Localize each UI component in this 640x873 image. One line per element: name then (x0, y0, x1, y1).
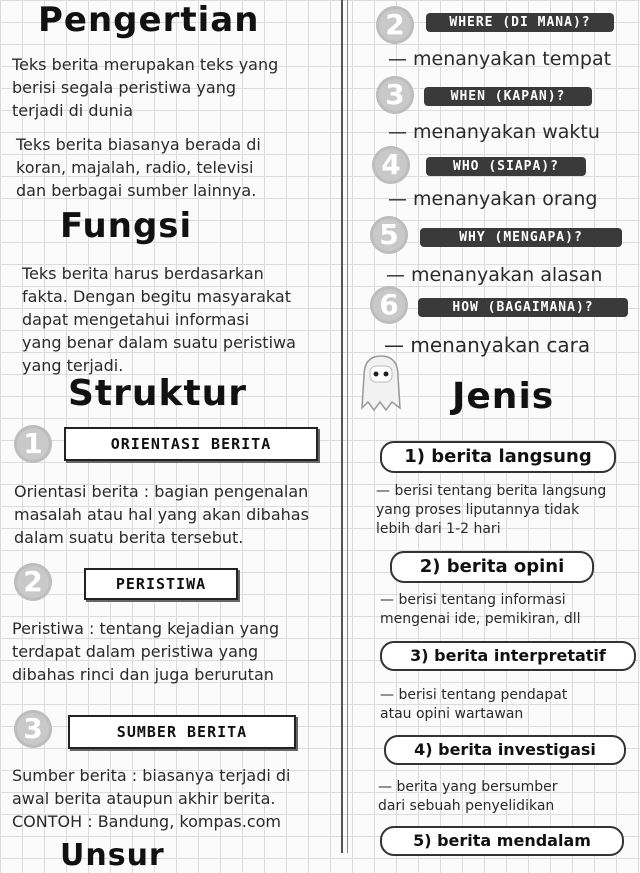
jenis-desc-4: — berita yang bersumber dari sebuah penyelidikan (378, 779, 558, 814)
number-badge-1: 1 (14, 425, 52, 463)
tag-when: WHEN (KAPAN)? (424, 87, 592, 106)
peristiwa-description: Peristiwa : tentang kejadian yang terdapat dalam peristiwa yang dibahas rinci dan juga berurutan (12, 619, 280, 684)
jenis-tag-3: 3) berita interpretatif (380, 641, 636, 671)
jenis-desc-3: — berisi tentang pendapat atau opini wartawan (380, 687, 568, 722)
jenis-tag-4: 4) berita investigasi (384, 735, 626, 765)
heading-fungsi: Fungsi (60, 206, 193, 246)
heading-struktur: Struktur (68, 373, 248, 414)
heading-jenis: Jenis (452, 376, 555, 417)
column-divider-thin (347, 0, 348, 853)
tag-how: HOW (BAGAIMANA)? (418, 298, 628, 317)
where-description: — menanyakan tempat (388, 48, 612, 70)
tag-where: WHERE (DI MANA)? (426, 13, 614, 32)
tag-why: WHY (MENGAPA)? (420, 228, 622, 247)
number-badge-q6: 6 (370, 286, 408, 324)
orientasi-description: Orientasi berita : bagian pengenalan masalah atau hal yang akan dibahas dalam suatu berita tersebut. (14, 482, 309, 547)
number-badge-2: 2 (14, 563, 52, 601)
tag-peristiwa: PERISTIWA (84, 568, 238, 600)
fungsi-paragraph: Teks berita harus berdasarkan fakta. Dengan begitu masyarakat dapat mengetahui informasi yang benar dalam suatu peristiwa yang terjadi. (22, 264, 296, 375)
how-description: — menanyakan cara (384, 333, 591, 357)
tag-orientasi-berita: ORIENTASI BERITA (64, 427, 318, 461)
heading-pengertian: Pengertian (38, 0, 260, 40)
when-description: — menanyakan waktu (388, 121, 600, 143)
why-description: — menanyakan alasan (386, 264, 603, 286)
sumber-berita-description: Sumber berita : biasanya terjadi di awal berita ataupun akhir berita. CONTOH : Bandung, kompas.com (12, 766, 291, 831)
number-badge-3: 3 (14, 710, 52, 748)
number-badge-q3: 3 (376, 76, 414, 114)
pengertian-paragraph-2: Teks berita biasanya berada di koran, majalah, radio, televisi dan berbagai sumber lainnya. (16, 135, 261, 200)
jenis-desc-1: — berisi tentang berita langsung yang proses liputannya tidak lebih dari 1-2 hari (376, 483, 607, 537)
number-badge-q4: 4 (372, 146, 410, 184)
heading-unsur: Unsur (60, 838, 165, 873)
column-divider (341, 0, 343, 853)
jenis-tag-5: 5) berita mendalam (380, 826, 624, 856)
pengertian-paragraph-1: Teks berita merupakan teks yang berisi segala peristiwa yang terjadi di dunia (12, 55, 279, 120)
jenis-tag-1: 1) berita langsung (380, 441, 616, 473)
tag-sumber-berita: SUMBER BERITA (68, 715, 296, 749)
jenis-desc-2: — berisi tentang informasi mengenai ide, pemikiran, dll (380, 592, 581, 627)
who-description: — menanyakan orang (388, 188, 598, 210)
number-badge-q2: 2 (376, 6, 414, 44)
ghost-sticker-icon (356, 352, 406, 414)
jenis-tag-2: 2) berita opini (390, 551, 594, 583)
tag-who: WHO (SIAPA)? (426, 157, 586, 176)
number-badge-q5: 5 (370, 216, 408, 254)
